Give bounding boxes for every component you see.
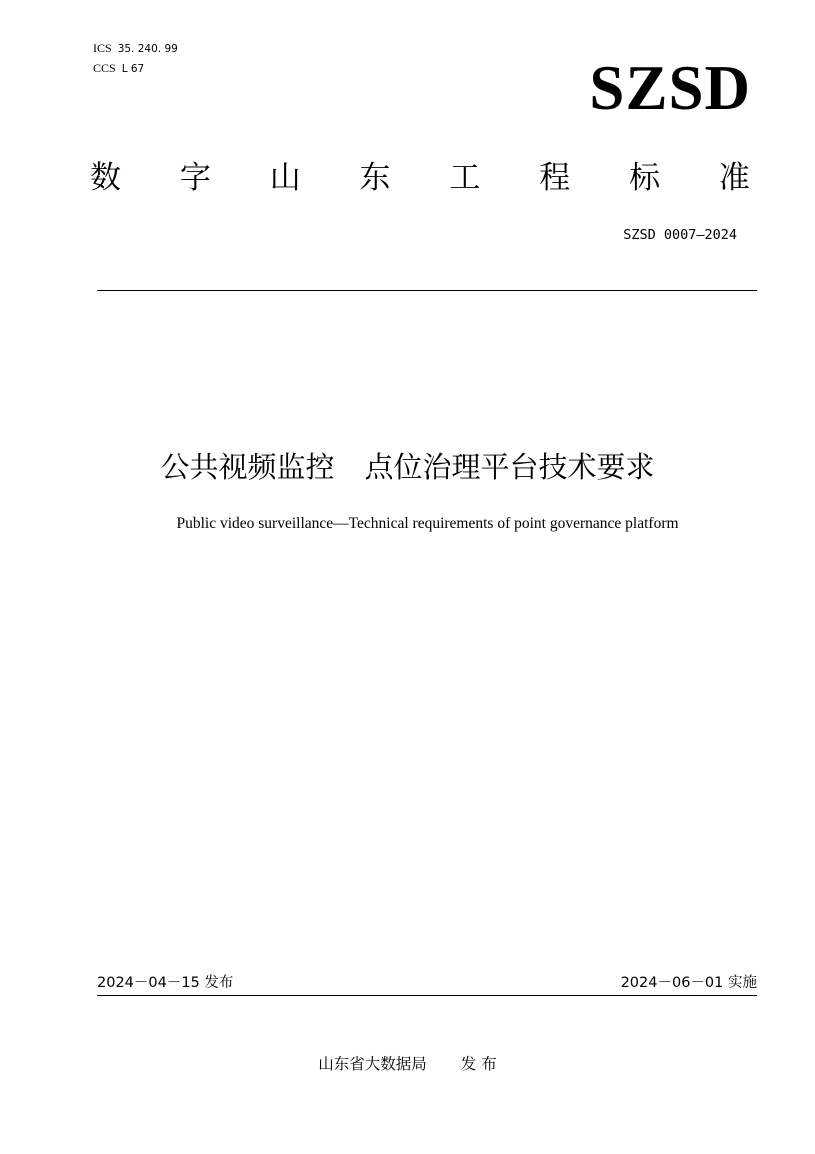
footer-divider	[97, 995, 757, 996]
standard-type-char: 数	[90, 160, 121, 196]
ccs-code: L 67	[121, 63, 145, 75]
issuer-action: 发 布	[460, 1055, 497, 1073]
publish-date: 2024－04－15 发布	[97, 975, 234, 991]
header-divider	[97, 290, 757, 291]
issuer-line	[0, 1054, 815, 1074]
document-title-chinese	[0, 447, 815, 487]
title-cn-part2: 点位治理平台技术要求	[364, 450, 655, 484]
implement-date: 2024－06－01 实施	[620, 975, 757, 991]
issuer-name: 山东省大数据局	[318, 1055, 427, 1073]
ics-code: 35. 240. 99	[117, 43, 178, 55]
standard-type-char: 东	[359, 160, 391, 196]
standard-type-heading	[90, 158, 750, 198]
title-cn-part1: 公共视频监控	[160, 450, 335, 484]
ics-label: ICS	[93, 41, 112, 55]
ccs-classification	[93, 61, 144, 76]
standard-type-char: 山	[269, 160, 301, 196]
standard-number: SZSD 0007—2024	[623, 227, 737, 243]
ics-classification	[93, 41, 178, 56]
document-title-english: Public video surveillance—Technical requirements of point governance platform	[176, 515, 679, 532]
ccs-label: CCS	[93, 61, 116, 75]
standard-type-char: 标	[629, 160, 661, 196]
standard-brand-logo: SZSD	[589, 53, 751, 123]
standard-type-char: 工	[449, 160, 481, 196]
standard-type-char: 准	[718, 160, 750, 196]
standard-type-char: 字	[179, 160, 211, 196]
standard-type-char: 程	[539, 160, 571, 196]
